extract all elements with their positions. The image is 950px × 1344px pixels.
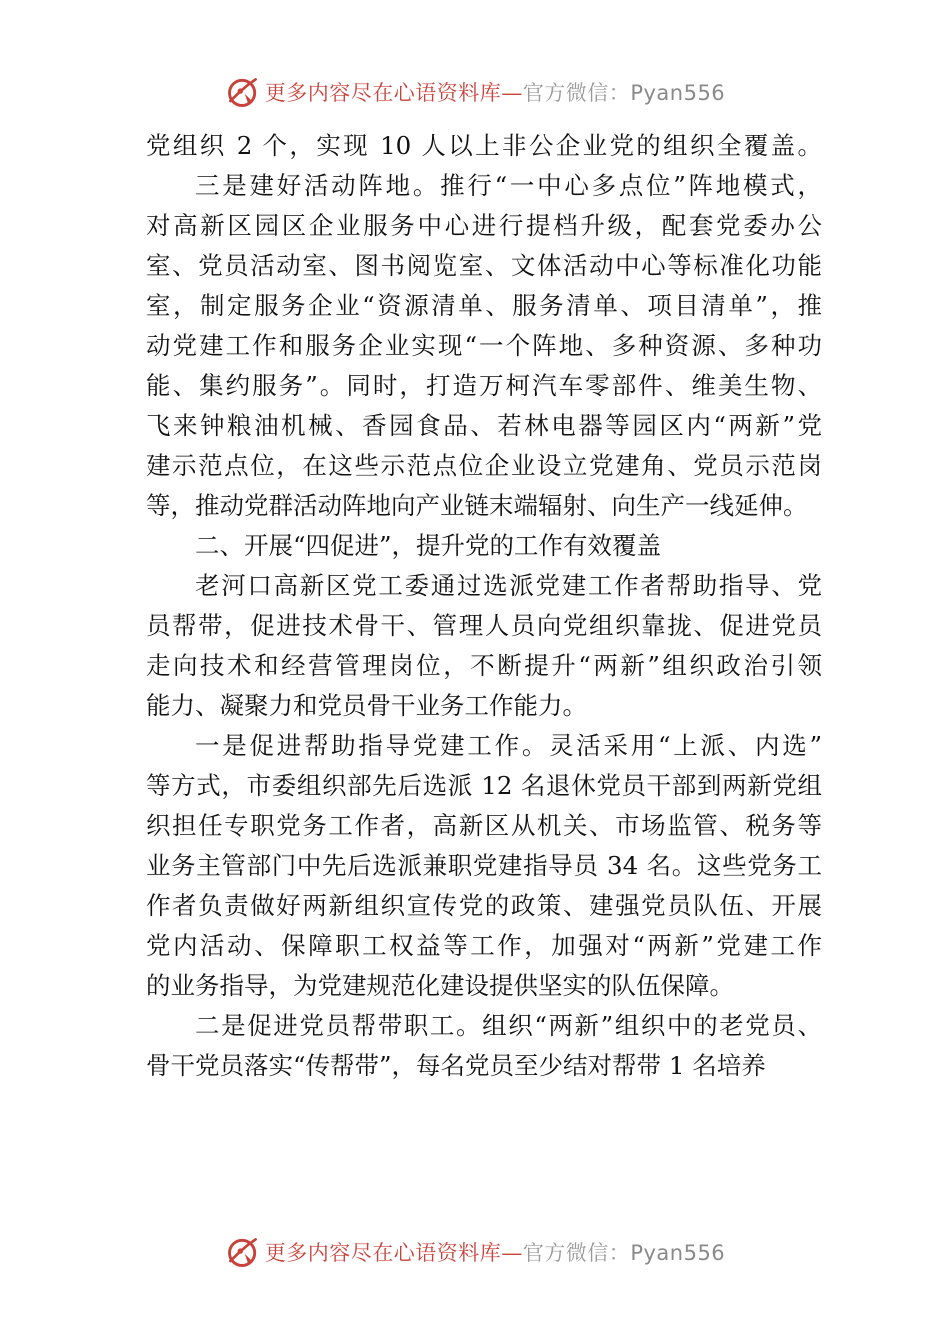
paragraph-start-line: 老河口高新区党工委通过选派党建工作者帮助指导、党 [195, 571, 822, 600]
section-heading: 二、开展“四促进”，提升党的工作有效覆盖 [195, 531, 662, 560]
header-banner-separator: — [501, 81, 523, 105]
body-line: 建示范点位，在这些示范点位企业设立党建角、党员示范岗 [146, 451, 822, 480]
paragraph-start-line: 三是建好活动阵地。推行“一中心多点位”阵地模式， [195, 171, 822, 200]
body-line: 能、集约服务”。同时，打造万柯汽车零部件、维美生物、 [146, 371, 822, 400]
body-line: 走向技术和经营管理岗位，不断提升“两新”组织政治引领 [146, 651, 822, 680]
header-banner-wechat-id: Pyan556 [630, 81, 726, 105]
paragraph-start-line: 一是促进帮助指导党建工作。灵活采用“上派、内选” [195, 731, 822, 760]
footer-banner-text [265, 1237, 725, 1267]
body-line: 党组织 2 个，实现 10 人以上非公企业党的组织全覆盖。 [146, 131, 822, 160]
body-line: 飞来钟粮油机械、香园食品、若林电器等园区内“两新”党 [146, 411, 822, 440]
paragraph-end-line: 的业务指导，为党建规范化建设提供坚实的队伍保障。 [146, 971, 734, 1000]
header-banner-label: 官方微信： [522, 81, 631, 105]
footer-banner-label: 官方微信： [522, 1241, 631, 1265]
header-banner-text [265, 77, 725, 107]
body-line: 作者负责做好两新组织宣传党的政策、建强党员队伍、开展 [146, 891, 822, 920]
footer-banner-wechat-id: Pyan556 [630, 1241, 726, 1265]
body-line: 员帮带，促进技术骨干、管理人员向党组织靠拢、促进党员 [146, 611, 822, 640]
body-line: 动党建工作和服务企业实现“一个阵地、多种资源、多种功 [146, 331, 822, 360]
body-line: 业务主管部门中先后选派兼职党建指导员 34 名。这些党务工 [146, 851, 822, 880]
header-banner-lead: 更多内容尽在心语资料库 [264, 81, 502, 105]
body-line: 织担任专职党务工作者，高新区从机关、市场监管、税务等 [146, 811, 822, 840]
body-line: 对高新区园区企业服务中心进行提档升级，配套党委办公 [146, 211, 822, 240]
document-body [146, 126, 822, 1086]
header-watermark-banner [0, 72, 950, 112]
body-line: 室，制定服务企业“资源清单、服务清单、项目清单”，推 [146, 291, 822, 320]
body-line: 党内活动、保障职工权益等工作，加强对“两新”党建工作 [146, 931, 822, 960]
paragraph-start-line: 二是促进党员帮带职工。组织“两新”组织中的老党员、 [195, 1011, 822, 1040]
footer-watermark-banner [0, 1232, 950, 1272]
body-line: 骨干党员落实“传帮带”，每名党员至少结对帮带 1 名培养 [146, 1051, 766, 1080]
brush-circle-logo-icon [225, 74, 261, 110]
brush-circle-logo-icon [225, 1234, 261, 1270]
paragraph-end-line: 能力、凝聚力和党员骨干业务工作能力。 [146, 691, 587, 720]
footer-banner-separator: — [501, 1241, 523, 1265]
paragraph-end-line: 等，推动党群活动阵地向产业链末端辐射、向生产一线延伸。 [146, 491, 808, 520]
footer-banner-lead: 更多内容尽在心语资料库 [264, 1241, 502, 1265]
body-line: 等方式，市委组织部先后选派 12 名退休党员干部到两新党组 [146, 771, 822, 800]
body-line: 室、党员活动室、图书阅览室、文体活动中心等标准化功能 [146, 251, 822, 280]
